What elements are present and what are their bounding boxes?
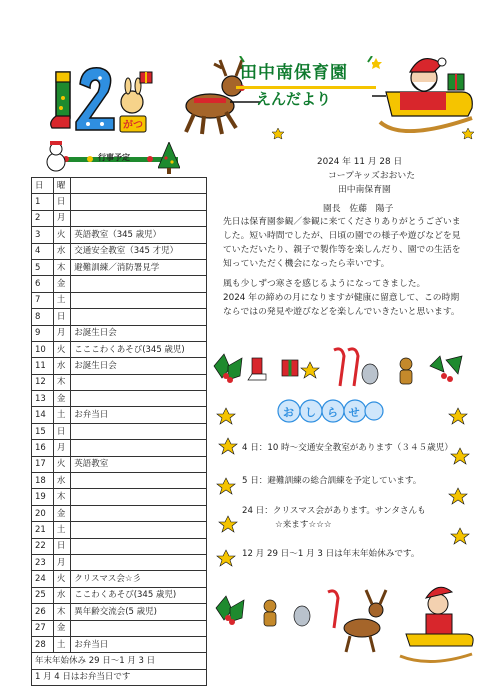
schedule-row bbox=[32, 473, 207, 489]
schedule-row bbox=[32, 423, 207, 439]
schedule-day: 19 bbox=[32, 489, 54, 505]
schedule-day: 25 bbox=[32, 587, 54, 603]
schedule-row bbox=[32, 325, 207, 341]
schedule-event bbox=[71, 620, 207, 636]
letter-line: した。短い時間でしたが、日頃の園での様子や遊びなどを見 bbox=[223, 231, 461, 241]
notice-item-3: 24 日：クリスマス会があります。サンタさんも bbox=[242, 506, 426, 516]
header-stars bbox=[238, 126, 478, 142]
schedule-footer-row-2 bbox=[32, 669, 207, 685]
schedule-weekday: 水 bbox=[53, 473, 70, 489]
schedule-row bbox=[32, 243, 207, 259]
schedule-day: 3 bbox=[32, 227, 54, 243]
schedule-event bbox=[71, 538, 207, 554]
schedule-row bbox=[32, 587, 207, 603]
schedule-weekday: 火 bbox=[53, 456, 70, 472]
schedule-row bbox=[32, 505, 207, 521]
schedule-weekday: 火 bbox=[53, 571, 70, 587]
schedule-weekday: 金 bbox=[53, 391, 70, 407]
schedule-weekday: 月 bbox=[53, 325, 70, 341]
schedule-day: 8 bbox=[32, 309, 54, 325]
schedule-weekday: 金 bbox=[53, 276, 70, 292]
schedule-row bbox=[32, 620, 207, 636]
letter-line: ならではの発見や遊びなどを楽しんでいきたいと思います。 bbox=[223, 307, 460, 317]
schedule-event bbox=[71, 440, 207, 456]
schedule-event: こここわくあそび(345 歳児) bbox=[71, 341, 207, 357]
schedule-weekday: 日 bbox=[53, 309, 70, 325]
schedule-weekday: 土 bbox=[53, 522, 70, 538]
schedule-weekday: 金 bbox=[53, 505, 70, 521]
schedule-weekday: 土 bbox=[53, 407, 70, 423]
schedule-row bbox=[32, 259, 207, 275]
newsletter-school-title: 田中南保育園 bbox=[240, 63, 348, 83]
schedule-weekday: 月 bbox=[53, 440, 70, 456]
letter-date: 2024 年 11 月 28 日 bbox=[317, 157, 403, 167]
letter-line: 風も少しずつ寒さを感じるようになってきました。 bbox=[223, 279, 426, 289]
schedule-day: 26 bbox=[32, 604, 54, 620]
schedule-title: 行事予定 bbox=[98, 153, 130, 162]
schedule-footer-row-1 bbox=[32, 653, 207, 669]
schedule-event: お誕生日会 bbox=[71, 358, 207, 374]
schedule-row bbox=[32, 227, 207, 243]
schedule-row bbox=[32, 358, 207, 374]
schedule-row bbox=[32, 309, 207, 325]
notice-stars-frame bbox=[214, 398, 474, 588]
schedule-event bbox=[71, 423, 207, 439]
schedule-header-row bbox=[32, 178, 207, 194]
schedule-event bbox=[71, 292, 207, 308]
schedule-row bbox=[32, 276, 207, 292]
schedule-weekday: 木 bbox=[53, 489, 70, 505]
newsletter-subtitle: えんだより bbox=[256, 90, 332, 108]
schedule-weekday: 土 bbox=[53, 292, 70, 308]
schedule-day: 1 bbox=[32, 194, 54, 210]
schedule-event bbox=[71, 391, 207, 407]
letter-line: 2024 年の締めの月になりますが健康に留意して、この時期 bbox=[223, 293, 460, 303]
schedule-row bbox=[32, 636, 207, 652]
holly-garland-top bbox=[210, 346, 472, 398]
schedule-event: 交通安全教室（345 才児） bbox=[71, 243, 207, 259]
notice-item-3-cont: ☆来ます☆☆☆ bbox=[275, 520, 332, 530]
snowman-icon bbox=[44, 140, 68, 174]
schedule-event bbox=[71, 554, 207, 570]
schedule-row bbox=[32, 292, 207, 308]
letter-org: コープキッズおおいた bbox=[328, 171, 416, 181]
schedule-day: 12 bbox=[32, 374, 54, 390]
schedule-day: 4 bbox=[32, 243, 54, 259]
schedule-event bbox=[71, 374, 207, 390]
schedule-row bbox=[32, 554, 207, 570]
schedule-event bbox=[71, 522, 207, 538]
schedule-day: 16 bbox=[32, 440, 54, 456]
schedule-weekday: 木 bbox=[53, 374, 70, 390]
schedule-event: お誕生日会 bbox=[71, 325, 207, 341]
schedule-row bbox=[32, 407, 207, 423]
notice-item-1: 4 日：10 時～交通安全教室があります（３４５歳児） bbox=[242, 443, 453, 453]
schedule-weekday: 火 bbox=[53, 341, 70, 357]
notice-item-4: 12 月 29 日～1 月 3 日は年末年始休みです。 bbox=[242, 549, 420, 559]
schedule-day: 5 bbox=[32, 259, 54, 275]
schedule-day: 7 bbox=[32, 292, 54, 308]
christmas-tree-icon bbox=[158, 142, 180, 174]
schedule-event: ここわくあそび(345 歳児) bbox=[71, 587, 207, 603]
schedule-weekday: 水 bbox=[53, 587, 70, 603]
schedule-row bbox=[32, 391, 207, 407]
header-day: 日 bbox=[32, 178, 54, 194]
schedule-row bbox=[32, 604, 207, 620]
schedule-day: 24 bbox=[32, 571, 54, 587]
month-12-badge bbox=[48, 58, 156, 140]
schedule-day: 14 bbox=[32, 407, 54, 423]
schedule-event: 英語教室 bbox=[71, 456, 207, 472]
schedule-row bbox=[32, 456, 207, 472]
schedule-day: 6 bbox=[32, 276, 54, 292]
schedule-event: 英語教室（345 歳児） bbox=[71, 227, 207, 243]
schedule-event bbox=[71, 473, 207, 489]
letter-line: 知っていただく機会になったら幸いです。 bbox=[223, 259, 390, 269]
schedule-row bbox=[32, 538, 207, 554]
schedule-weekday: 月 bbox=[53, 554, 70, 570]
schedule-weekday: 日 bbox=[53, 423, 70, 439]
schedule-row bbox=[32, 571, 207, 587]
schedule-event bbox=[71, 194, 207, 210]
bottom-christmas-illustration bbox=[210, 572, 478, 668]
schedule-event bbox=[71, 309, 207, 325]
schedule-day: 2 bbox=[32, 210, 54, 226]
schedule-day: 23 bbox=[32, 554, 54, 570]
schedule-day: 18 bbox=[32, 473, 54, 489]
schedule-day: 21 bbox=[32, 522, 54, 538]
header-weekday: 曜 bbox=[53, 178, 70, 194]
schedule-table bbox=[31, 177, 207, 686]
schedule-row bbox=[32, 210, 207, 226]
schedule-event: クリスマス会☆彡 bbox=[71, 571, 207, 587]
letter-signature: 園長 佐藤 陽子 bbox=[323, 204, 394, 214]
schedule-row bbox=[32, 522, 207, 538]
schedule-weekday: 火 bbox=[53, 227, 70, 243]
month-suffix: がつ bbox=[123, 120, 143, 131]
schedule-weekday: 水 bbox=[53, 243, 70, 259]
schedule-event bbox=[71, 276, 207, 292]
schedule-event bbox=[71, 489, 207, 505]
schedule-day: 11 bbox=[32, 358, 54, 374]
schedule-weekday: 月 bbox=[53, 210, 70, 226]
letter-school: 田中南保育園 bbox=[338, 185, 391, 195]
bento-note: 1 月 4 日はお弁当日です bbox=[32, 669, 207, 685]
schedule-row bbox=[32, 440, 207, 456]
schedule-day: 27 bbox=[32, 620, 54, 636]
schedule-weekday: 木 bbox=[53, 604, 70, 620]
schedule-row bbox=[32, 194, 207, 210]
schedule-event: 異年齢交流会(5 歳児) bbox=[71, 604, 207, 620]
schedule-row bbox=[32, 374, 207, 390]
schedule-weekday: 日 bbox=[53, 538, 70, 554]
schedule-day: 13 bbox=[32, 391, 54, 407]
schedule-weekday: 金 bbox=[53, 620, 70, 636]
schedule-day: 10 bbox=[32, 341, 54, 357]
letter-line: ていただいたり、親子で製作等を楽しんだり、園での生活を bbox=[223, 245, 461, 255]
holiday-note: 年末年始休み 29 日～1 月 3 日 bbox=[32, 653, 207, 669]
notice-title: おしらせ bbox=[283, 406, 371, 419]
schedule-day: 22 bbox=[32, 538, 54, 554]
header-event bbox=[71, 178, 207, 194]
schedule-weekday: 土 bbox=[53, 636, 70, 652]
schedule-weekday: 木 bbox=[53, 259, 70, 275]
schedule-day: 17 bbox=[32, 456, 54, 472]
schedule-row bbox=[32, 489, 207, 505]
notice-item-2: 5 日：避難訓練の総合訓練を予定しています。 bbox=[242, 476, 422, 486]
letter-line: 先日は保育園参観／参観に来てくださりありがとうございま bbox=[223, 217, 461, 227]
schedule-weekday: 日 bbox=[53, 194, 70, 210]
schedule-event: お弁当日 bbox=[71, 407, 207, 423]
schedule-day: 15 bbox=[32, 423, 54, 439]
schedule-day: 9 bbox=[32, 325, 54, 341]
schedule-weekday: 水 bbox=[53, 358, 70, 374]
schedule-day: 28 bbox=[32, 636, 54, 652]
schedule-row bbox=[32, 341, 207, 357]
schedule-event: 避難訓練／消防署見学 bbox=[71, 259, 207, 275]
schedule-day: 20 bbox=[32, 505, 54, 521]
schedule-event bbox=[71, 505, 207, 521]
schedule-event: お弁当日 bbox=[71, 636, 207, 652]
schedule-event bbox=[71, 210, 207, 226]
